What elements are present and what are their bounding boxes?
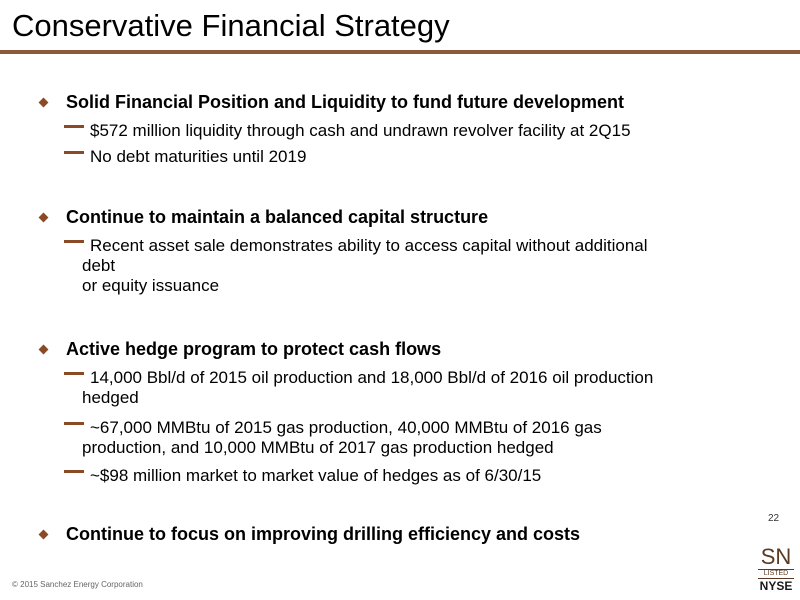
sub-bullet-text bbox=[82, 236, 770, 296]
sub-bullet-line: production, and 10,000 MMBtu of 2017 gas production hedged bbox=[82, 438, 554, 457]
nyse-listed-logo bbox=[756, 546, 796, 596]
diamond-bullet-icon bbox=[39, 98, 49, 108]
dash-bullet-icon bbox=[64, 372, 84, 375]
dash-bullet-icon bbox=[64, 125, 84, 128]
sub-bullet-line: debt bbox=[82, 256, 116, 275]
sub-bullet-text bbox=[90, 466, 770, 486]
sub-bullet-line: 14,000 Bbl/d of 2015 oil production and 18,000 Bbl/d of 2016 oil production bbox=[90, 368, 654, 387]
dash-bullet-icon bbox=[64, 422, 84, 425]
title-divider bbox=[0, 50, 800, 54]
diamond-bullet-icon bbox=[39, 530, 49, 540]
slide-title: Conservative Financial Strategy bbox=[12, 8, 450, 43]
diamond-bullet-icon bbox=[39, 345, 49, 355]
dash-bullet-icon bbox=[64, 470, 84, 473]
sub-bullet-line: or equity issuance bbox=[82, 276, 220, 295]
copyright-notice: © 2015 Sanchez Energy Corporation bbox=[12, 580, 143, 589]
sub-bullet-line: ~67,000 MMBtu of 2015 gas production, 40,000 MMBtu of 2016 gas bbox=[90, 418, 602, 437]
sub-bullet-text bbox=[82, 368, 770, 408]
dash-bullet-icon bbox=[64, 151, 84, 154]
logo-ticker: SN bbox=[760, 544, 792, 569]
logo-listed-label: LISTED bbox=[758, 569, 794, 579]
sub-bullet-line: No debt maturities until 2019 bbox=[90, 147, 307, 166]
logo-exchange: NYSE bbox=[759, 579, 793, 593]
sub-bullet-text bbox=[90, 121, 770, 141]
sub-bullet-line: ~$98 million market to market value of hedges as of 6/30/15 bbox=[90, 466, 542, 485]
sub-bullet-line: $572 million liquidity through cash and undrawn revolver facility at 2Q15 bbox=[90, 121, 631, 140]
sub-bullet-text bbox=[90, 147, 770, 167]
bullet-text: Continue to focus on improving drilling efficiency and costs bbox=[66, 524, 581, 544]
bullet-text: Continue to maintain a balanced capital structure bbox=[66, 207, 489, 227]
sub-bullet-text bbox=[82, 418, 770, 458]
sub-bullet-line: Recent asset sale demonstrates ability to access capital without additional bbox=[90, 236, 648, 255]
diamond-bullet-icon bbox=[39, 213, 49, 223]
bullet-text: Active hedge program to protect cash flows bbox=[66, 339, 442, 359]
bullet-text: Solid Financial Position and Liquidity to fund future development bbox=[66, 92, 624, 112]
sub-bullet-line: hedged bbox=[82, 388, 139, 407]
page-number: 22 bbox=[768, 513, 780, 524]
dash-bullet-icon bbox=[64, 240, 84, 243]
